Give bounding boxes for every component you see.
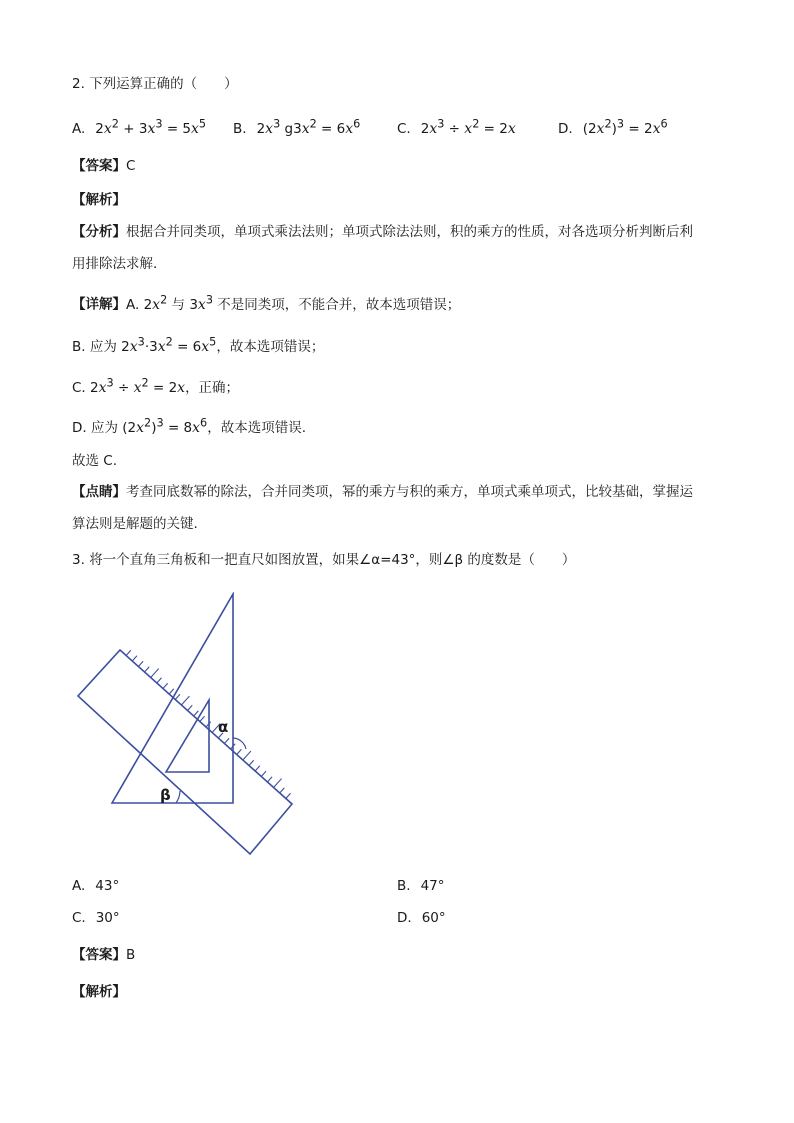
q2-xiangjie-c: C. $2x^3 \div x^2 = 2x$，正确； — [72, 376, 240, 396]
ruler-tick — [138, 661, 143, 666]
ruler-tick — [163, 683, 168, 688]
ruler-tick — [255, 766, 260, 771]
q2-xiangjie-a: 【详解】A. $2x^2$ 与 $3x^3$ 不是同类项，不能合并，故本选项错误； — [72, 293, 461, 313]
ruler-tick — [249, 760, 254, 765]
ruler-tick — [126, 650, 131, 655]
ruler-tick — [267, 777, 272, 782]
q3-number: 3. — [72, 552, 85, 568]
q2-xiangjie-b: B. 应为 $2x^3\cdot 3x^2 = 6x^5$，故本选项错误； — [72, 335, 325, 355]
q2-stem-text: 下列运算正确的（ ） — [89, 76, 238, 92]
q2-answer: 【答案】C — [72, 158, 136, 174]
q3-stem-text: 将一个直角三角板和一把直尺如图放置，如果∠α=43°，则∠β 的度数是（ ） — [89, 552, 576, 568]
q3-stem — [72, 550, 575, 570]
ruler-tick — [274, 779, 282, 788]
q2-option-d: D. $(2x^2)^3 = 2x^6$ — [558, 117, 668, 137]
ruler-tick — [286, 793, 291, 798]
ruler-tick — [261, 771, 266, 776]
q2-fenxi-line1: 【分析】根据合并同类项，单项式乘法法则；单项式除法法则，积的乘方的性质，对各选项分析判断后利 — [72, 224, 693, 240]
q3-option-d: D. 60° — [397, 910, 446, 926]
q2-fenxi-line2: 用排除法求解． — [72, 256, 167, 272]
q2-analysis-label: 【解析】 — [72, 192, 126, 208]
ruler-tick — [194, 711, 199, 716]
q2-option-c: C. $2x^3 \div x^2 = 2x$ — [397, 117, 516, 137]
alpha-arc — [233, 738, 246, 749]
ruler-tick — [145, 667, 150, 672]
ruler-tick — [237, 749, 242, 754]
ruler-tick — [200, 716, 205, 721]
ruler-tick — [224, 738, 229, 743]
beta-label: β — [160, 786, 171, 804]
ruler-tick — [243, 751, 251, 760]
q2-dianjing-line1: 【点睛】考查同底数幂的除法，合并同类项，幂的乘方与积的乘方，单项式乘单项式，比较基础，掌握运 — [72, 484, 693, 500]
q2-option-b: B. $2x^3$ $g3x^2 = 6x^6$ — [233, 117, 361, 137]
q2-xiangjie-d: D. 应为 $(2x^2)^3 = 8x^6$，故本选项错误. — [72, 416, 307, 436]
q3-option-c: C. 30° — [72, 910, 120, 926]
q3-option-b: B. 47° — [397, 878, 445, 894]
ruler-tick — [280, 788, 285, 793]
ruler-tick — [175, 694, 180, 699]
ruler-tick — [151, 669, 159, 678]
q2-dianjing-line2: 算法则是解题的关键. — [72, 516, 198, 532]
ruler-tick — [169, 689, 174, 694]
ruler-tick — [181, 696, 189, 705]
ruler — [78, 650, 292, 854]
ruler-tick — [132, 656, 137, 661]
ruler-tick — [157, 678, 162, 683]
ruler-tick — [188, 705, 193, 710]
q3-figure — [76, 592, 296, 860]
q2-number: 2. — [72, 76, 85, 92]
q3-option-a: A. 43° — [72, 878, 120, 894]
q2-option-a: A. $2x^2 + 3x^3 = 5x^5$ — [72, 117, 207, 137]
q3-answer: 【答案】B — [72, 947, 136, 963]
q2-choose: 故选 C. — [72, 453, 118, 469]
q3-analysis-label: 【解析】 — [72, 984, 126, 1000]
alpha-label: α — [218, 718, 229, 736]
beta-arc — [176, 791, 180, 803]
q2-stem — [72, 74, 238, 94]
